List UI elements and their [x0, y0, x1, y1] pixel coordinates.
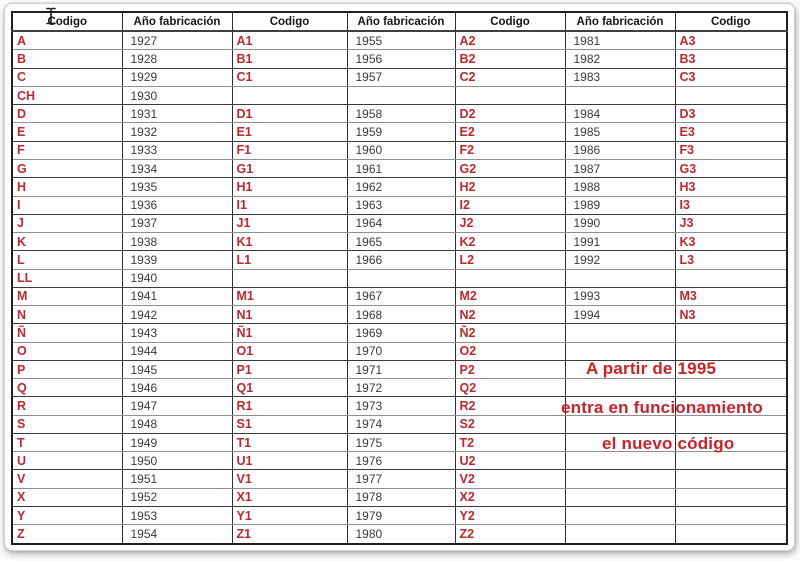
- code-cell: K2: [455, 233, 565, 251]
- year-cell: 1980: [347, 525, 455, 544]
- annotation-line-3: el nuevo código: [602, 434, 735, 453]
- year-cell: [347, 86, 455, 104]
- year-cell: [347, 269, 455, 287]
- code-cell: P: [12, 360, 122, 378]
- code-cell: X1: [232, 488, 347, 506]
- year-cell: 1961: [347, 159, 455, 177]
- year-cell: 1965: [347, 233, 455, 251]
- code-cell: T: [12, 433, 122, 451]
- code-cell: Z2: [455, 525, 565, 544]
- code-cell: K1: [232, 233, 347, 251]
- code-cell: [455, 86, 565, 104]
- table-row: [12, 86, 787, 104]
- year-cell: 1990: [565, 214, 675, 232]
- year-cell: 1935: [122, 178, 232, 196]
- table-row: [12, 214, 787, 232]
- code-cell: E2: [455, 123, 565, 141]
- table-row: [12, 50, 787, 68]
- year-cell: [565, 324, 675, 342]
- column-header: Año fabricación: [565, 12, 675, 31]
- year-cell: 1976: [347, 452, 455, 470]
- code-cell: J2: [455, 214, 565, 232]
- year-cell: 1982: [565, 50, 675, 68]
- table-row: [12, 507, 787, 525]
- table-row: [12, 196, 787, 214]
- codes-table: [11, 11, 788, 545]
- year-cell: [565, 433, 675, 451]
- table-row: [12, 68, 787, 86]
- code-cell: R1: [232, 397, 347, 415]
- year-cell: 1994: [565, 306, 675, 324]
- code-cell: LL: [12, 269, 122, 287]
- year-cell: [565, 525, 675, 544]
- code-cell: D: [12, 105, 122, 123]
- year-cell: [565, 360, 675, 378]
- code-cell: C2: [455, 68, 565, 86]
- year-cell: 1981: [565, 31, 675, 50]
- year-cell: 1930: [122, 86, 232, 104]
- year-cell: 1983: [565, 68, 675, 86]
- code-cell: CH: [12, 86, 122, 104]
- table-row: [12, 433, 787, 451]
- year-cell: 1938: [122, 233, 232, 251]
- year-cell: 1969: [347, 324, 455, 342]
- code-cell: L: [12, 251, 122, 269]
- year-cell: 1991: [565, 233, 675, 251]
- year-cell: 1927: [122, 31, 232, 50]
- code-cell: Y2: [455, 507, 565, 525]
- code-cell: E1: [232, 123, 347, 141]
- year-cell: 1931: [122, 105, 232, 123]
- year-cell: 1951: [122, 470, 232, 488]
- code-cell: L2: [455, 251, 565, 269]
- code-cell: [675, 269, 787, 287]
- code-cell: C: [12, 68, 122, 86]
- code-cell: V: [12, 470, 122, 488]
- code-cell: Ñ: [12, 324, 122, 342]
- code-cell: P2: [455, 360, 565, 378]
- code-cell: Y: [12, 507, 122, 525]
- code-cell: C1: [232, 68, 347, 86]
- code-cell: A3: [675, 31, 787, 50]
- code-cell: [455, 269, 565, 287]
- code-cell: N: [12, 306, 122, 324]
- code-cell: O2: [455, 342, 565, 360]
- table-row: [12, 159, 787, 177]
- code-cell: D1: [232, 105, 347, 123]
- year-cell: 1955: [347, 31, 455, 50]
- year-cell: 1985: [565, 123, 675, 141]
- code-cell: R: [12, 397, 122, 415]
- text-cursor-icon: [45, 7, 57, 25]
- code-cell: [232, 86, 347, 104]
- year-cell: 1974: [347, 415, 455, 433]
- code-cell: U2: [455, 452, 565, 470]
- code-cell: M2: [455, 287, 565, 305]
- code-cell: H2: [455, 178, 565, 196]
- year-cell: 1932: [122, 123, 232, 141]
- code-cell: L3: [675, 251, 787, 269]
- code-cell: E3: [675, 123, 787, 141]
- code-cell: K3: [675, 233, 787, 251]
- code-cell: [675, 415, 787, 433]
- column-header: Codigo: [675, 12, 787, 31]
- code-cell: R2: [455, 397, 565, 415]
- column-header: Año fabricación: [122, 12, 232, 31]
- year-cell: 1928: [122, 50, 232, 68]
- year-cell: 1968: [347, 306, 455, 324]
- year-cell: 1979: [347, 507, 455, 525]
- table-row: [12, 31, 787, 50]
- year-cell: [565, 86, 675, 104]
- code-cell: F3: [675, 141, 787, 159]
- code-cell: [675, 324, 787, 342]
- column-header: Codigo: [455, 12, 565, 31]
- code-cell: F: [12, 141, 122, 159]
- year-cell: 1984: [565, 105, 675, 123]
- year-cell: 1950: [122, 452, 232, 470]
- code-cell: Z: [12, 525, 122, 544]
- year-cell: 1957: [347, 68, 455, 86]
- code-cell: I3: [675, 196, 787, 214]
- code-cell: S2: [455, 415, 565, 433]
- table-row: [12, 306, 787, 324]
- code-cell: D3: [675, 105, 787, 123]
- table-row: [12, 105, 787, 123]
- year-cell: 1942: [122, 306, 232, 324]
- code-cell: [675, 525, 787, 544]
- year-cell: 1941: [122, 287, 232, 305]
- code-cell: O: [12, 342, 122, 360]
- year-cell: 1971: [347, 360, 455, 378]
- code-cell: X2: [455, 488, 565, 506]
- code-cell: [675, 488, 787, 506]
- year-cell: 1963: [347, 196, 455, 214]
- year-cell: 1967: [347, 287, 455, 305]
- table-row: [12, 342, 787, 360]
- table-row: [12, 269, 787, 287]
- table-row: [12, 251, 787, 269]
- year-cell: 1953: [122, 507, 232, 525]
- code-cell: S: [12, 415, 122, 433]
- code-cell: J1: [232, 214, 347, 232]
- year-cell: 1934: [122, 159, 232, 177]
- year-cell: 1960: [347, 141, 455, 159]
- code-cell: A1: [232, 31, 347, 50]
- table-row: [12, 178, 787, 196]
- annotation-line-1: A partir de 1995: [586, 359, 717, 378]
- year-cell: 1977: [347, 470, 455, 488]
- year-cell: 1949: [122, 433, 232, 451]
- year-cell: 1988: [565, 178, 675, 196]
- code-cell: V1: [232, 470, 347, 488]
- code-cell: K: [12, 233, 122, 251]
- code-cell: Q2: [455, 379, 565, 397]
- year-cell: 1978: [347, 488, 455, 506]
- code-cell: T2: [455, 433, 565, 451]
- code-cell: J: [12, 214, 122, 232]
- year-cell: 1948: [122, 415, 232, 433]
- table-row: [12, 488, 787, 506]
- year-cell: 1987: [565, 159, 675, 177]
- year-cell: 1986: [565, 141, 675, 159]
- year-cell: [565, 342, 675, 360]
- year-cell: [565, 507, 675, 525]
- code-cell: C3: [675, 68, 787, 86]
- code-cell: J3: [675, 214, 787, 232]
- year-cell: 1958: [347, 105, 455, 123]
- annotation-line-2: entra en funcionamiento: [561, 398, 764, 417]
- year-cell: 1933: [122, 141, 232, 159]
- code-cell: N2: [455, 306, 565, 324]
- table-body: [12, 31, 787, 544]
- code-cell: I: [12, 196, 122, 214]
- year-cell: 1954: [122, 525, 232, 544]
- code-cell: A: [12, 31, 122, 50]
- year-cell: 1944: [122, 342, 232, 360]
- year-cell: 1947: [122, 397, 232, 415]
- code-cell: F1: [232, 141, 347, 159]
- code-cell: [675, 470, 787, 488]
- code-cell: N3: [675, 306, 787, 324]
- code-cell: Q: [12, 379, 122, 397]
- code-cell: [675, 379, 787, 397]
- code-cell: M1: [232, 287, 347, 305]
- code-cell: H: [12, 178, 122, 196]
- table-row: [12, 452, 787, 470]
- year-cell: 1952: [122, 488, 232, 506]
- code-cell: T1: [232, 433, 347, 451]
- table-row: [12, 470, 787, 488]
- code-cell: Y1: [232, 507, 347, 525]
- code-cell: B3: [675, 50, 787, 68]
- year-cell: 1959: [347, 123, 455, 141]
- year-cell: [565, 488, 675, 506]
- table-row: [12, 287, 787, 305]
- year-cell: 1966: [347, 251, 455, 269]
- year-cell: 1937: [122, 214, 232, 232]
- column-header: Codigo: [232, 12, 347, 31]
- code-cell: E: [12, 123, 122, 141]
- table-row: [12, 233, 787, 251]
- code-cell: Ñ2: [455, 324, 565, 342]
- code-cell: B1: [232, 50, 347, 68]
- year-cell: 1939: [122, 251, 232, 269]
- year-cell: 1964: [347, 214, 455, 232]
- year-cell: 1973: [347, 397, 455, 415]
- year-cell: 1993: [565, 287, 675, 305]
- code-cell: [232, 269, 347, 287]
- year-cell: 1970: [347, 342, 455, 360]
- year-cell: [565, 470, 675, 488]
- code-cell: I1: [232, 196, 347, 214]
- code-cell: [675, 86, 787, 104]
- year-cell: 1975: [347, 433, 455, 451]
- year-cell: 1989: [565, 196, 675, 214]
- code-cell: I2: [455, 196, 565, 214]
- code-cell: [675, 342, 787, 360]
- code-cell: V2: [455, 470, 565, 488]
- code-cell: Z1: [232, 525, 347, 544]
- code-cell: N1: [232, 306, 347, 324]
- code-cell: X: [12, 488, 122, 506]
- year-cell: [565, 452, 675, 470]
- code-cell: P1: [232, 360, 347, 378]
- photo-frame: [4, 3, 795, 551]
- year-cell: [565, 269, 675, 287]
- code-cell: L1: [232, 251, 347, 269]
- year-cell: 1940: [122, 269, 232, 287]
- code-cell: B: [12, 50, 122, 68]
- code-cell: F2: [455, 141, 565, 159]
- year-cell: 1936: [122, 196, 232, 214]
- code-cell: G3: [675, 159, 787, 177]
- table-row: [12, 525, 787, 544]
- header-row: [12, 12, 787, 31]
- code-cell: [675, 452, 787, 470]
- code-cell: G: [12, 159, 122, 177]
- table-row: [12, 324, 787, 342]
- table-row: [12, 379, 787, 397]
- year-cell: 1929: [122, 68, 232, 86]
- code-cell: M: [12, 287, 122, 305]
- year-cell: [565, 379, 675, 397]
- year-cell: 1943: [122, 324, 232, 342]
- code-cell: B2: [455, 50, 565, 68]
- code-cell: U1: [232, 452, 347, 470]
- code-cell: A2: [455, 31, 565, 50]
- code-cell: H3: [675, 178, 787, 196]
- code-cell: Ñ1: [232, 324, 347, 342]
- year-cell: 1992: [565, 251, 675, 269]
- code-cell: S1: [232, 415, 347, 433]
- code-cell: M3: [675, 287, 787, 305]
- code-cell: [675, 397, 787, 415]
- code-cell: O1: [232, 342, 347, 360]
- table-row: [12, 123, 787, 141]
- table-row: [12, 397, 787, 415]
- code-cell: G1: [232, 159, 347, 177]
- table-row: [12, 360, 787, 378]
- year-cell: 1956: [347, 50, 455, 68]
- code-cell: [675, 360, 787, 378]
- code-cell: Q1: [232, 379, 347, 397]
- year-cell: [565, 415, 675, 433]
- year-cell: [565, 397, 675, 415]
- table-row: [12, 415, 787, 433]
- code-cell: H1: [232, 178, 347, 196]
- year-cell: 1972: [347, 379, 455, 397]
- code-cell: U: [12, 452, 122, 470]
- code-cell: G2: [455, 159, 565, 177]
- year-cell: 1945: [122, 360, 232, 378]
- code-cell: [675, 507, 787, 525]
- column-header: Año fabricación: [347, 12, 455, 31]
- year-cell: 1946: [122, 379, 232, 397]
- code-cell: [675, 433, 787, 451]
- code-cell: D2: [455, 105, 565, 123]
- column-header: Codigo: [12, 12, 122, 31]
- table-row: [12, 141, 787, 159]
- year-cell: 1962: [347, 178, 455, 196]
